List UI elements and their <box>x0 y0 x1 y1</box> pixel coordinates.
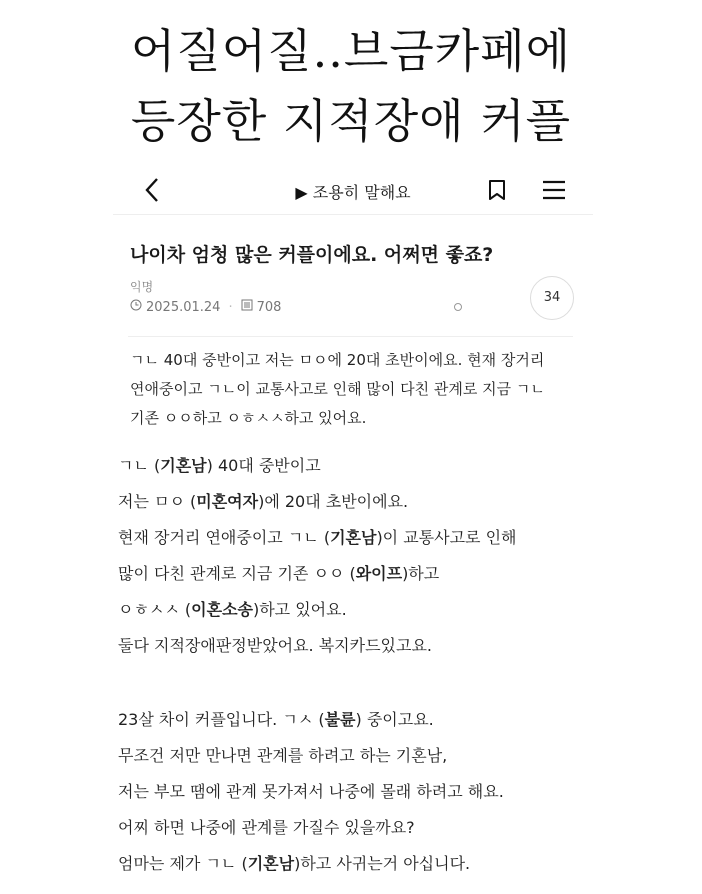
post-date: 2025.01.24 <box>146 299 221 315</box>
hamburger-menu-icon[interactable] <box>541 178 567 202</box>
annotated-line: 엄마는 제가 ㄱㄴ (기혼남)하고 사귀는거 아십니다. <box>118 854 471 873</box>
post-views: 708 <box>256 299 282 315</box>
annotated-line: 무조건 저만 만나면 관계를 하려고 하는 기혼남, <box>118 746 448 765</box>
status-circle <box>454 303 462 311</box>
annotated-line: 저는 ㅁㅇ (미혼여자)에 20대 초반이에요. <box>118 492 409 511</box>
annotated-line: ㅇㅎㅅㅅ (이혼소송)하고 있어요. <box>118 600 347 619</box>
app-bar <box>113 170 593 215</box>
divider <box>128 336 573 337</box>
headline-line-2: 등장한 지적장애 커플 <box>130 94 572 148</box>
bookmark-icon[interactable] <box>485 178 509 202</box>
annotated-line: 어찌 하면 나중에 관계를 가질수 있을까요? <box>118 818 415 837</box>
board-name[interactable]: ▶ 조용히 말해요 <box>295 183 411 202</box>
annotated-line: 저는 부모 땜에 관계 못가져서 나중에 몰래 하려고 해요. <box>118 782 504 801</box>
excerpt-line: 기존 ㅇㅇ하고 ㅇㅎㅅㅅ하고 있어요. <box>130 409 367 427</box>
annotated-line: ㄱㄴ (기혼남) 40대 중반이고 <box>118 456 321 475</box>
excerpt-line: 연애중이고 ㄱㄴ이 교통사고로 인해 많이 다친 관계로 지금 ㄱㄴ <box>130 380 545 398</box>
annotated-line: 둘다 지적장애판정받았어요. 복지카드있고요. <box>118 636 433 655</box>
excerpt-line: ㄱㄴ 40대 중반이고 저는 ㅁㅇ에 20대 초반이에요. 현재 장거리 <box>130 351 545 369</box>
annotated-line: 23살 차이 커플입니다. ㄱㅅ (불륜) 중이고요. <box>118 710 434 729</box>
comment-count-badge[interactable]: 34 <box>530 276 574 320</box>
paragraph-gap <box>118 664 517 702</box>
post-meta <box>130 299 281 315</box>
views-icon <box>241 299 253 315</box>
annotated-line: 많이 다친 관계로 지금 기존 ㅇㅇ (와이프)하고 <box>118 564 440 583</box>
clock-icon <box>130 299 142 315</box>
separator-dot: · <box>228 299 233 315</box>
headline-line-1: 어질어질..브금카페에 <box>130 24 572 78</box>
annotated-line: 현재 장거리 연애중이고 ㄱㄴ (기혼남)이 교통사고로 인해 <box>118 528 517 547</box>
annotated-text <box>118 448 517 882</box>
post-excerpt <box>130 346 590 433</box>
post-author: 익명 <box>130 280 154 294</box>
post-title: 나이차 엄청 많은 커플이에요. 어쩌면 좋죠? <box>130 244 494 266</box>
